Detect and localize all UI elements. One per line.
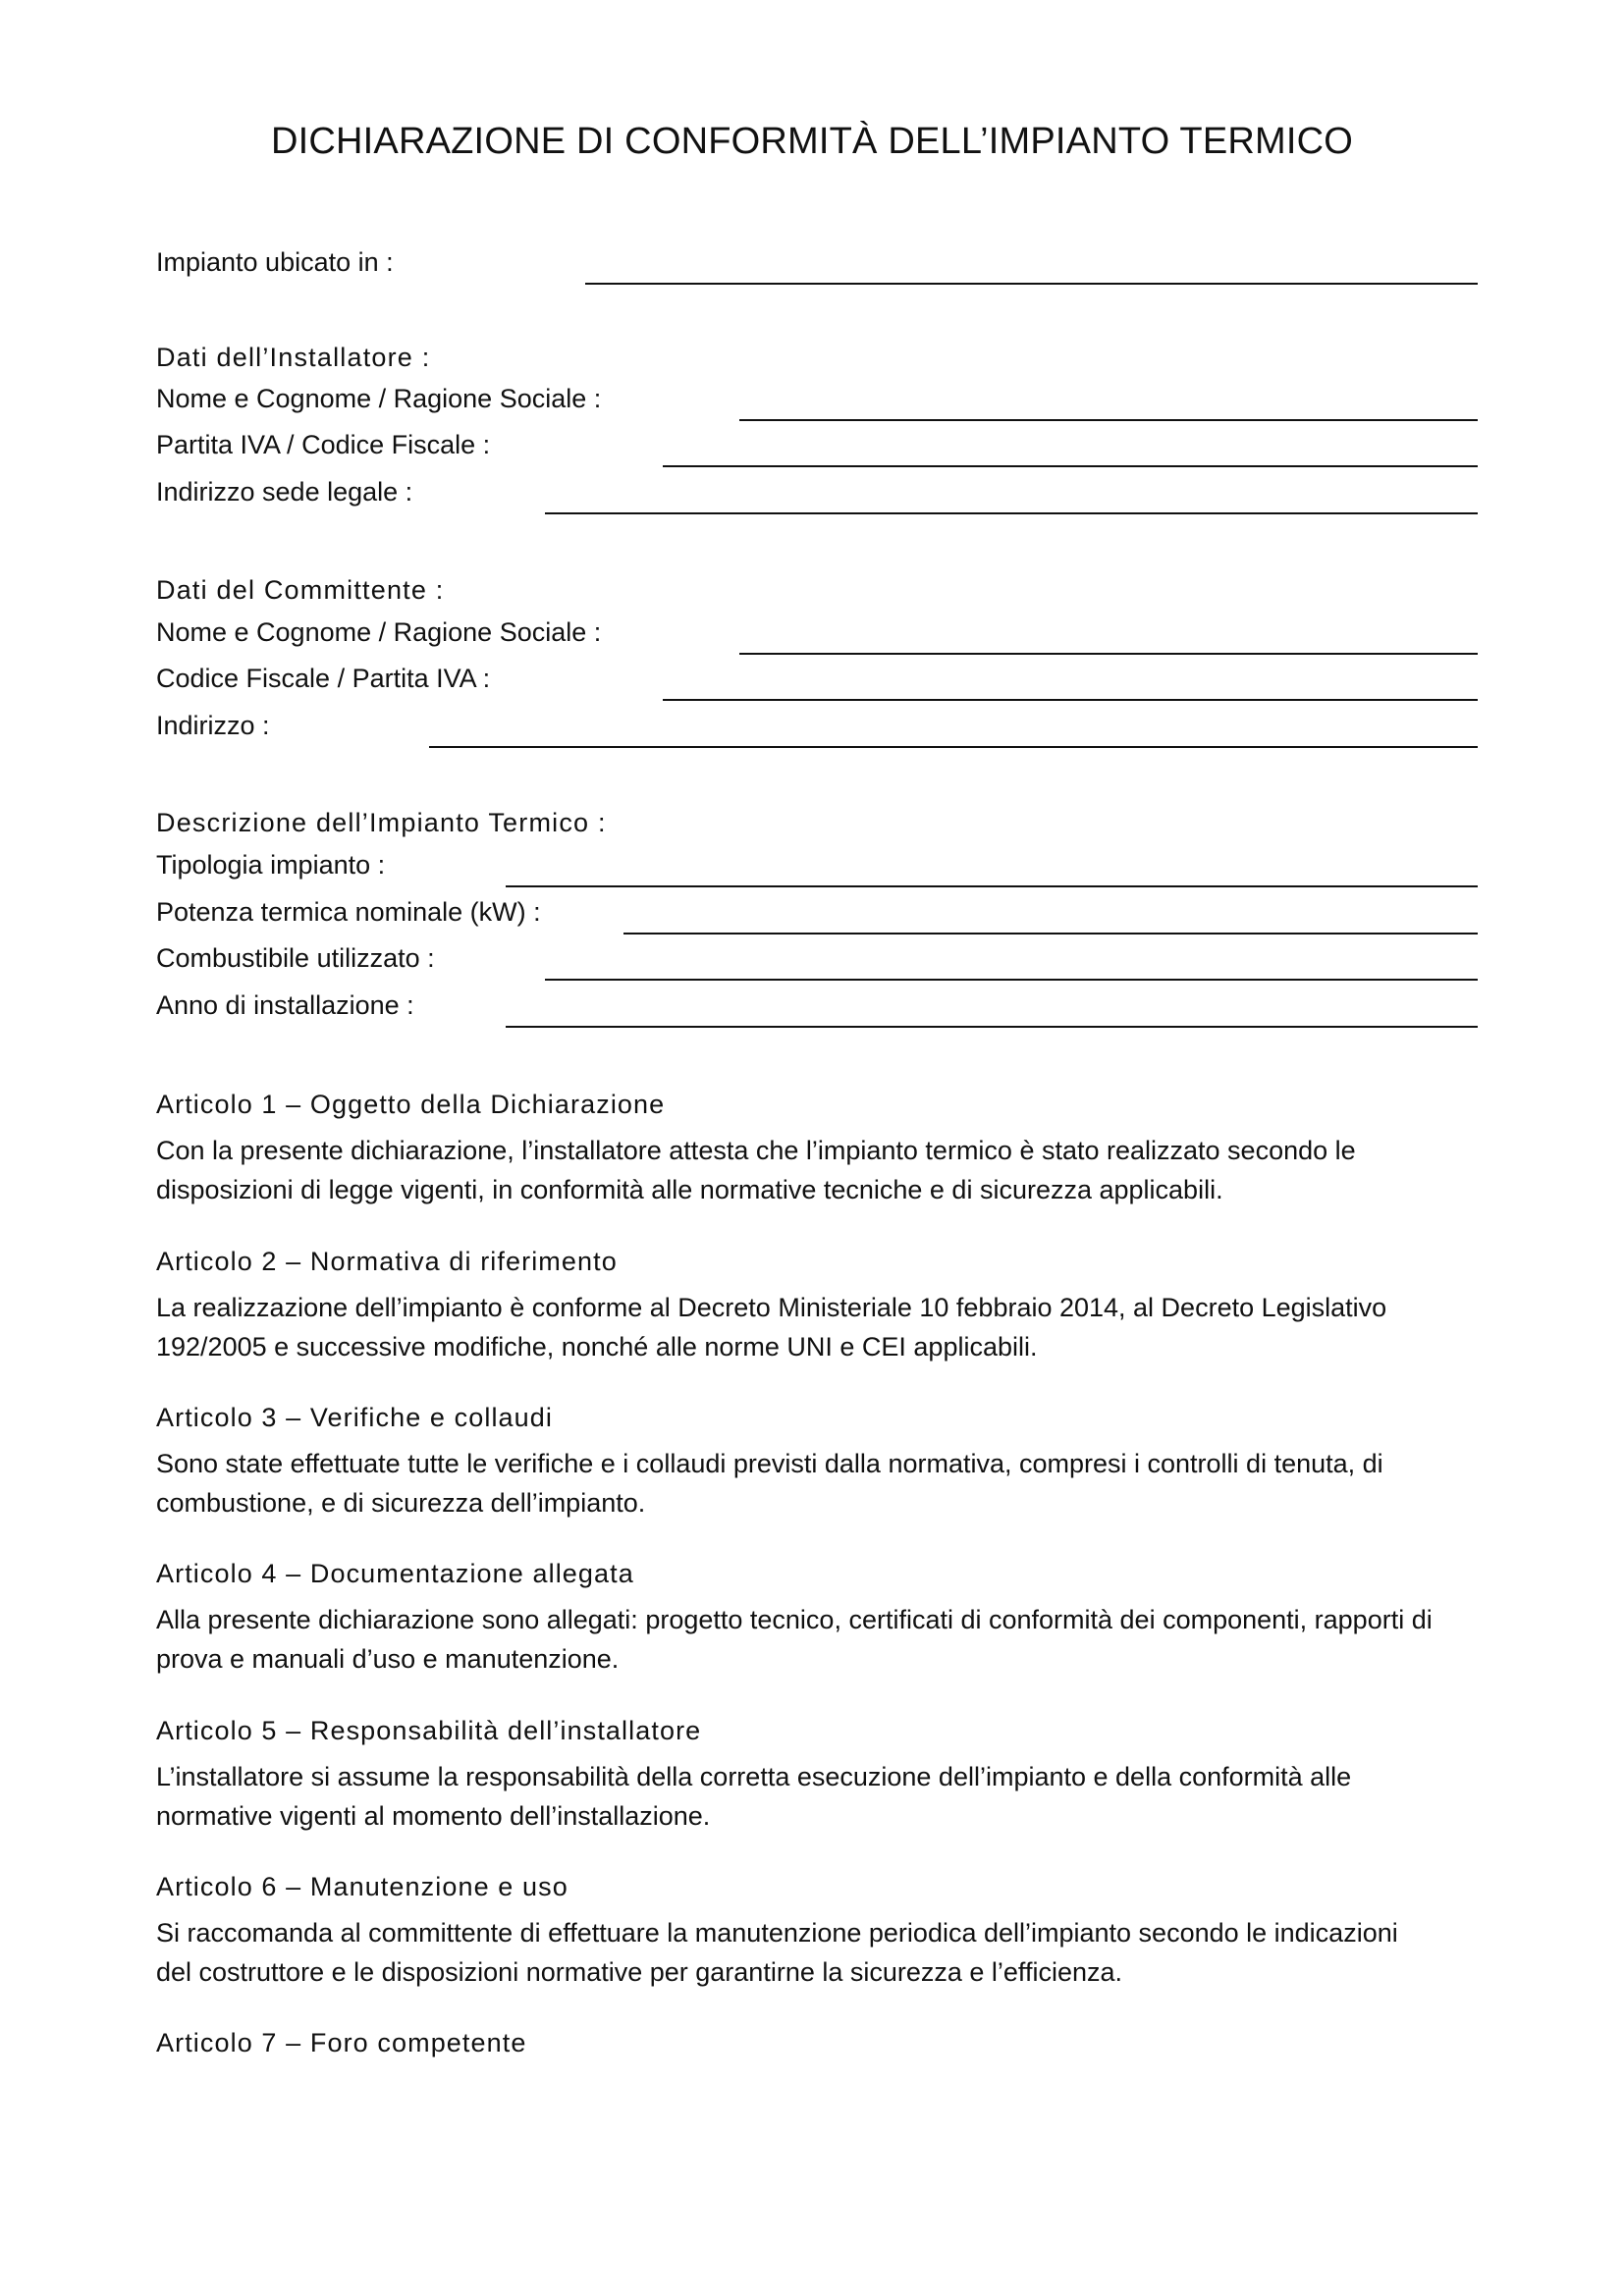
field-label: Impianto ubicato in : [156,247,394,277]
article-2-heading: Articolo 2 – Normativa di riferimento [156,1247,618,1276]
article-line: 192/2005 e successive modifiche, nonché alle norme UNI e CEI applicabili. [156,1332,1038,1362]
field-impianto-ubicato [156,241,1478,285]
article-3-body [156,1444,1491,1522]
field-input-line[interactable] [585,283,1478,285]
article-4-heading: Articolo 4 – Documentazione allegata [156,1559,634,1588]
article-line: L’installatore si assume la responsabilità della corretta esecuzione dell’impianto e della conformità alle [156,1762,1352,1791]
field-input-line[interactable] [739,653,1478,655]
field-input-line[interactable] [506,885,1478,887]
field-label: Codice Fiscale / Partita IVA : [156,664,491,693]
field-label: Combustibile utilizzato : [156,943,435,973]
article-1-body [156,1131,1491,1209]
field-label: Nome e Cognome / Ragione Sociale : [156,617,602,647]
field-label: Partita IVA / Codice Fiscale : [156,430,491,459]
field-installatore-piva [156,424,1478,467]
article-6-heading: Articolo 6 – Manutenzione e uso [156,1872,568,1901]
document-title: DICHIARAZIONE DI CONFORMITÀ DELL’IMPIANTO TERMICO [270,121,1354,162]
article-line: combustione, e di sicurezza dell’impianto. [156,1488,646,1518]
field-label: Anno di installazione : [156,990,414,1020]
field-input-line[interactable] [545,979,1478,981]
field-input-line[interactable] [663,465,1478,467]
field-input-line[interactable] [506,1026,1478,1028]
article-7-heading: Articolo 7 – Foro competente [156,2028,527,2057]
article-line: Sono state effettuate tutte le verifiche e i collaudi previsti dalla normativa, compresi i controlli di tenuta, di [156,1449,1383,1478]
field-combustibile [156,937,1478,981]
article-line: disposizioni di legge vigenti, in conformità alle normative tecniche e di sicurezza applicabili. [156,1175,1223,1204]
article-line: Alla presente dichiarazione sono allegati: progetto tecnico, certificati di conformità dei componenti, rapporti di [156,1605,1433,1634]
section-heading-installatore: Dati dell’Installatore : [156,343,431,372]
field-potenza-termica [156,891,1478,934]
article-4-body [156,1600,1491,1679]
field-input-line[interactable] [739,419,1478,421]
field-committente-cf [156,658,1478,701]
article-line: normative vigenti al momento dell’installazione. [156,1801,711,1831]
article-2-body [156,1288,1491,1366]
field-label: Nome e Cognome / Ragione Sociale : [156,384,602,413]
article-3-heading: Articolo 3 – Verifiche e collaudi [156,1403,554,1432]
field-installatore-nome [156,378,1478,421]
article-5-heading: Articolo 5 – Responsabilità dell’installatore [156,1716,702,1745]
field-input-line[interactable] [663,699,1478,701]
field-input-line[interactable] [545,512,1478,514]
field-installatore-indirizzo [156,471,1478,514]
article-1-heading: Articolo 1 – Oggetto della Dichiarazione [156,1090,666,1119]
article-line: prova e manuali d’uso e manutenzione. [156,1644,620,1674]
article-line: del costruttore e le disposizioni normative per garantirne la sicurezza e l’efficienza. [156,1957,1122,1987]
field-input-line[interactable] [429,746,1478,748]
article-line: Con la presente dichiarazione, l’installatore attesta che l’impianto termico è stato realizzato secondo le [156,1136,1356,1165]
field-anno-installazione [156,985,1478,1028]
field-input-line[interactable] [623,933,1478,934]
field-committente-nome [156,612,1478,655]
article-line: Si raccomanda al committente di effettuare la manutenzione periodica dell’impianto secondo le indicazioni [156,1918,1398,1948]
article-6-body [156,1913,1491,1992]
field-tipologia-impianto [156,844,1478,887]
field-committente-indirizzo [156,705,1478,748]
section-heading-committente: Dati del Committente : [156,575,445,605]
field-label: Indirizzo : [156,711,270,740]
section-heading-descrizione: Descrizione dell’Impianto Termico : [156,808,607,837]
article-5-body [156,1757,1491,1836]
article-line: La realizzazione dell’impianto è conforme al Decreto Ministeriale 10 febbraio 2014, al Decreto Legislativo [156,1293,1387,1322]
field-label: Tipologia impianto : [156,850,386,880]
field-label: Potenza termica nominale (kW) : [156,897,541,927]
field-label: Indirizzo sede legale : [156,477,413,507]
